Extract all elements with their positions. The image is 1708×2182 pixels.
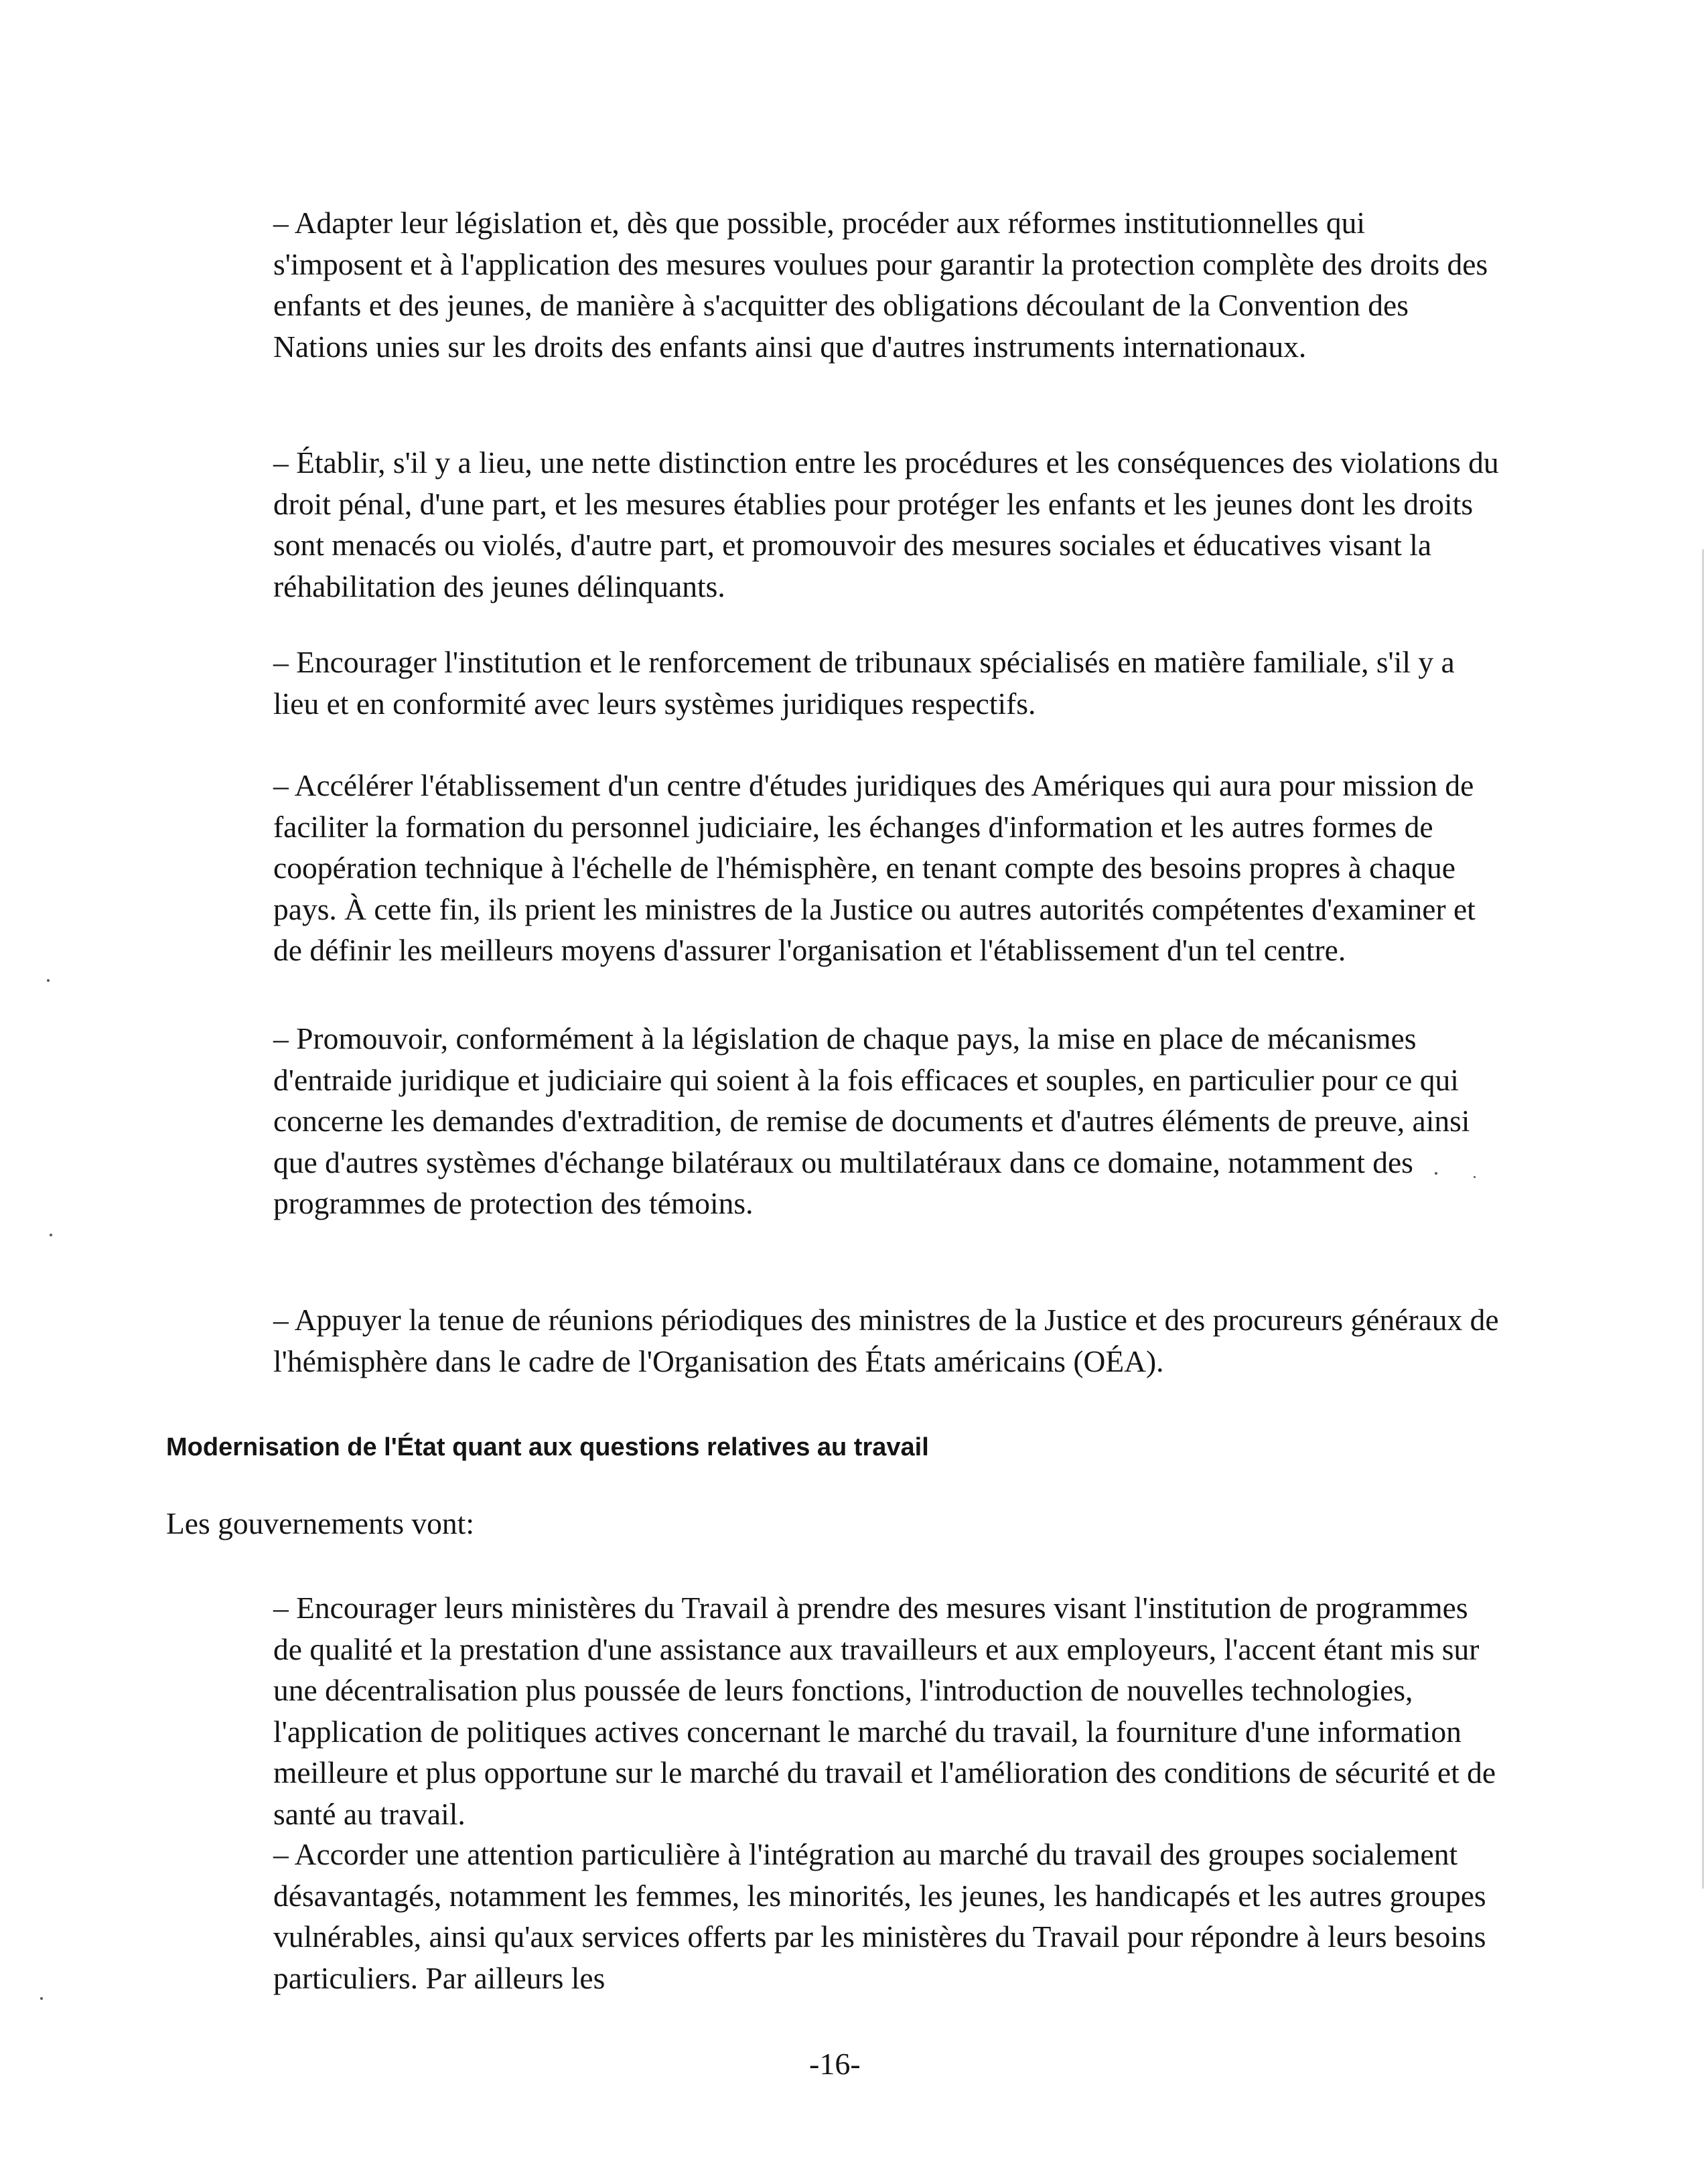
scan-speck xyxy=(1435,1172,1437,1175)
paragraph-appuyer-reunions: – Appuyer la tenue de réunions périodiques des ministres de la Justice et des procureurs généraux de l'hémisphère dans le cadre de l'Organisation des États américains (OÉA). xyxy=(273,1303,1499,1378)
scan-speck xyxy=(1474,1176,1476,1178)
paragraph-promouvoir-entraide: – Promouvoir, conformément à la législation de chaque pays, la mise en place de mécanismes d'entraide juridique et judiciaire qui soient à la fois efficaces et souples, en particulier pour ce qui concerne les demandes d'extradition, de remise de documents et d'autres éléments de preuve, ainsi que d'autres systèmes d'échange bilatéraux ou multilatéraux dans ce domaine, notamment des programmes de protection des témoins. xyxy=(273,1021,1470,1220)
paragraph-adapter-legislation: – Adapter leur législation et, dès que possible, procéder aux réformes institutionnelles qui s'imposent et à l'application des mesures voulues pour garantir la protection complète des droits des enfants et des jeunes, de manière à s'acquitter des obligations découlant de la Convention des Nations unies sur les droits des enfants ainsi que d'autres instruments internationaux. xyxy=(273,206,1488,364)
page-number: -16- xyxy=(809,2047,861,2081)
paragraph-encourager-ministeres: – Encourager leurs ministères du Travail à prendre des mesures visant l'institution de programmes de qualité et la prestation d'une assistance aux travailleurs et aux employeurs, l'accent étant mis sur une décentralisation plus poussée de leurs fonctions, l'introduction de nouvelles technologies, l'application de politiques actives concernant le marché du travail, la fourniture d'une information meilleure et plus opportune sur le marché du travail et l'amélioration des conditions de sécurité et de santé au travail. xyxy=(273,1591,1496,1831)
paragraph-encourager-tribunaux: – Encourager l'institution et le renforcement de tribunaux spécialisés en matière familiale, s'il y a lieu et en conformité avec leurs systèmes juridiques respectifs. xyxy=(273,645,1455,721)
scan-speck xyxy=(47,979,50,982)
paragraph-accelerer-centre: – Accélérer l'établissement d'un centre d'études juridiques des Amériques qui aura pour mission de faciliter la formation du personnel judiciaire, les échanges d'information et les autres formes de coopération technique à l'échelle de l'hémisphère, en tenant compte des besoins propres à chaque pays. À cette fin, ils prient les ministres de la Justice ou autres autorités compétentes d'examiner et de définir les meilleurs moyens d'assurer l'organisation et l'établissement d'un tel centre. xyxy=(273,768,1476,967)
paragraph-accorder-attention: – Accorder une attention particulière à l'intégration au marché du travail des groupes socialement désavantagés, notamment les femmes, les minorités, les jeunes, les handicapés et les autres groupes vulnérables, ainsi qu'aux services offerts par les ministères du Travail pour répondre à leurs besoins particuliers. Par ailleurs les xyxy=(273,1837,1486,1995)
scan-edge-line xyxy=(1702,549,1704,1889)
paragraph-etablir-distinction: – Établir, s'il y a lieu, une nette distinction entre les procédures et les conséquences des violations du droit pénal, d'une part, et les mesures établies pour protéger les enfants et les jeunes dont les droits sont menacés ou violés, d'autre part, et promouvoir des mesures sociales et éducatives visant la réhabilitation des jeunes délinquants. xyxy=(273,445,1499,603)
intro-text: Les gouvernements vont: xyxy=(166,1506,474,1540)
scan-speck xyxy=(50,1234,52,1236)
scan-speck xyxy=(40,1997,43,2000)
section-heading: Modernisation de l'État quant aux questions relatives au travail xyxy=(166,1433,929,1461)
